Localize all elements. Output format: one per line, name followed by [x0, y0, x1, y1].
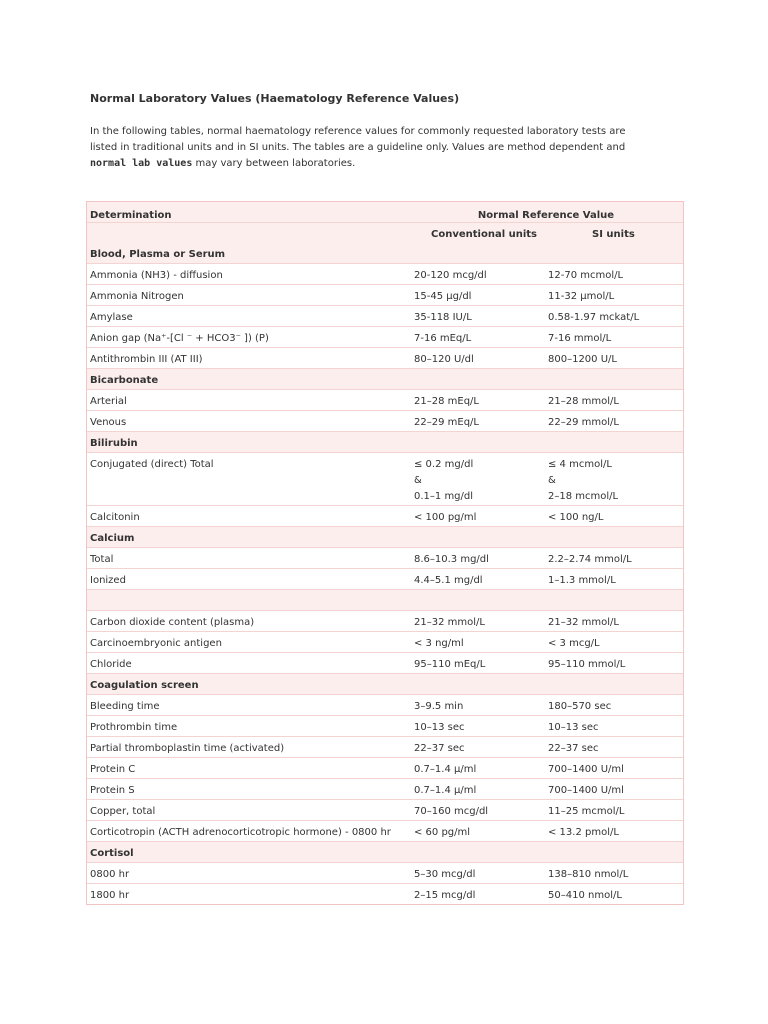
si-cell: 1–1.3 mmol/L [548, 575, 616, 586]
conventional-cell: < 100 pg/ml [414, 512, 477, 523]
table-row [87, 306, 683, 327]
section-header [87, 432, 683, 453]
value-line: 2–18 mcmol/L [548, 491, 619, 502]
si-cell: 138–810 nmol/L [548, 869, 629, 880]
section-label: Calcium [90, 533, 135, 544]
si-cell [548, 453, 678, 505]
value-line: 0.1–1 mg/dl [414, 491, 474, 502]
value-line: ≤ 4 mcmol/L [548, 459, 612, 470]
determination-cell: Ammonia Nitrogen [90, 291, 184, 302]
conventional-cell: 10–13 sec [414, 722, 465, 733]
section-label: Blood, Plasma or Serum [90, 249, 226, 260]
conventional-cell: 7-16 mEq/L [414, 333, 472, 344]
determination-cell: Carbon dioxide content (plasma) [90, 617, 255, 628]
si-cell: 700–1400 U/ml [548, 764, 624, 775]
determination-cell: Copper, total [90, 806, 156, 817]
intro-text-2: may vary between laboratories. [192, 158, 356, 169]
table-row [87, 758, 683, 779]
table-row [87, 800, 683, 821]
value-line: & [548, 475, 556, 486]
si-cell: 7-16 mmol/L [548, 333, 612, 344]
determination-cell: 1800 hr [90, 890, 130, 901]
intro-paragraph [90, 124, 650, 172]
si-cell: 0.58-1.97 mckat/L [548, 312, 640, 323]
conventional-cell [414, 453, 548, 505]
section-header [87, 369, 683, 390]
conventional-cell: < 3 ng/ml [414, 638, 464, 649]
table-row [87, 264, 683, 285]
determination-cell: Prothrombin time [90, 722, 178, 733]
table-row [87, 327, 683, 348]
conventional-cell: 21–32 mmol/L [414, 617, 485, 628]
si-cell: 10–13 sec [548, 722, 599, 733]
determination-cell: Bleeding time [90, 701, 160, 712]
si-cell: 95–110 mmol/L [548, 659, 626, 670]
determination-cell: Anion gap (Na⁺-[Cl ⁻ + HCO3⁻ ]) (P) [90, 333, 269, 344]
si-cell: 22–29 mmol/L [548, 417, 619, 428]
determination-cell: Conjugated (direct) Total [90, 459, 214, 470]
conventional-cell: 21–28 mEq/L [414, 396, 479, 407]
determination-cell: Amylase [90, 312, 133, 323]
conventional-cell: 22–29 mEq/L [414, 417, 479, 428]
table-row [87, 453, 683, 506]
intro-text-1: In the following tables, normal haematology reference values for commonly requested laboratory tests are listed in traditional units and in SI units. The tables are a guideline only. Values are method dependent and [90, 126, 626, 153]
si-cell: < 13.2 pmol/L [548, 827, 619, 838]
si-cell: 12-70 mcmol/L [548, 270, 624, 281]
header-si: SI units [592, 229, 635, 240]
table-row [87, 821, 683, 842]
table-row [87, 737, 683, 758]
conventional-cell: 80–120 U/dl [414, 354, 474, 365]
table-row [87, 653, 683, 674]
conventional-cell: 70–160 mcg/dl [414, 806, 489, 817]
section-label: Bilirubin [90, 438, 138, 449]
si-cell: 11-32 µmol/L [548, 291, 615, 302]
table-row [87, 411, 683, 432]
table-row [87, 569, 683, 590]
conventional-cell: 5–30 mcg/dl [414, 869, 476, 880]
si-cell: 21–32 mmol/L [548, 617, 619, 628]
section-label: Cortisol [90, 848, 134, 859]
si-cell: < 100 ng/L [548, 512, 604, 523]
determination-cell: Total [90, 554, 114, 565]
determination-cell: Corticotropin (ACTH adrenocorticotropic hormone) - 0800 hr [90, 827, 391, 838]
conventional-cell: 0.7–1.4 µ/ml [414, 785, 477, 796]
table-row [87, 716, 683, 737]
section-header [87, 842, 683, 863]
table-row [87, 506, 683, 527]
conventional-cell: 4.4–5.1 mg/dl [414, 575, 483, 586]
determination-cell: 0800 hr [90, 869, 130, 880]
table-row [87, 611, 683, 632]
si-cell: 800–1200 U/L [548, 354, 617, 365]
conventional-cell: 20-120 mcg/dl [414, 270, 487, 281]
determination-cell: Protein C [90, 764, 136, 775]
value-line: ≤ 0.2 mg/dl [414, 459, 474, 470]
si-cell: 180–570 sec [548, 701, 612, 712]
si-cell: 50–410 nmol/L [548, 890, 622, 901]
intro-code: normal lab values [90, 158, 193, 169]
table-header-row-1 [87, 202, 683, 223]
table-row [87, 548, 683, 569]
table-row [87, 285, 683, 306]
table-row [87, 632, 683, 653]
determination-cell: Venous [90, 417, 127, 428]
si-cell: 700–1400 U/ml [548, 785, 624, 796]
section-header [87, 674, 683, 695]
determination-cell: Ammonia (NH3) - diffusion [90, 270, 223, 281]
si-cell: 22–37 sec [548, 743, 599, 754]
determination-cell: Chloride [90, 659, 132, 670]
table-header-row-2 [87, 223, 683, 243]
header-determination: Determination [90, 210, 172, 221]
determination-cell: Antithrombin III (AT III) [90, 354, 203, 365]
section-label: Bicarbonate [90, 375, 159, 386]
table-row [87, 348, 683, 369]
si-cell: 2.2–2.74 mmol/L [548, 554, 632, 565]
conventional-cell: 0.7–1.4 µ/ml [414, 764, 477, 775]
table-row [87, 695, 683, 716]
conventional-cell: 22–37 sec [414, 743, 465, 754]
si-cell: 21–28 mmol/L [548, 396, 619, 407]
conventional-cell: 8.6–10.3 mg/dl [414, 554, 489, 565]
conventional-cell: 95–110 mEq/L [414, 659, 486, 670]
table-row [87, 390, 683, 411]
table-row [87, 884, 683, 904]
conventional-cell: 2–15 mcg/dl [414, 890, 476, 901]
value-line: & [414, 475, 422, 486]
si-cell: 11–25 mcmol/L [548, 806, 625, 817]
reference-values-table [86, 201, 684, 905]
determination-cell: Carcinoembryonic antigen [90, 638, 222, 649]
table-row [87, 779, 683, 800]
section-label: Coagulation screen [90, 680, 199, 691]
si-cell: < 3 mcg/L [548, 638, 600, 649]
determination-cell: Calcitonin [90, 512, 140, 523]
conventional-cell: 3–9.5 min [414, 701, 464, 712]
section-header [87, 527, 683, 548]
conventional-cell: 15-45 µg/dl [414, 291, 472, 302]
determination-cell: Ionized [90, 575, 126, 586]
conventional-cell: 35-118 IU/L [414, 312, 472, 323]
table-row [87, 863, 683, 884]
header-normal-reference: Normal Reference Value [477, 210, 615, 221]
determination-cell: Arterial [90, 396, 127, 407]
section-header [87, 243, 683, 264]
header-empty [87, 223, 414, 243]
determination-cell: Partial thromboplastin time (activated) [90, 743, 285, 754]
blank-row [87, 590, 683, 611]
page-title: Normal Laboratory Values (Haematology Reference Values) [90, 92, 460, 105]
conventional-cell: < 60 pg/ml [414, 827, 471, 838]
header-conventional: Conventional units [431, 229, 538, 240]
determination-cell: Protein S [90, 785, 135, 796]
